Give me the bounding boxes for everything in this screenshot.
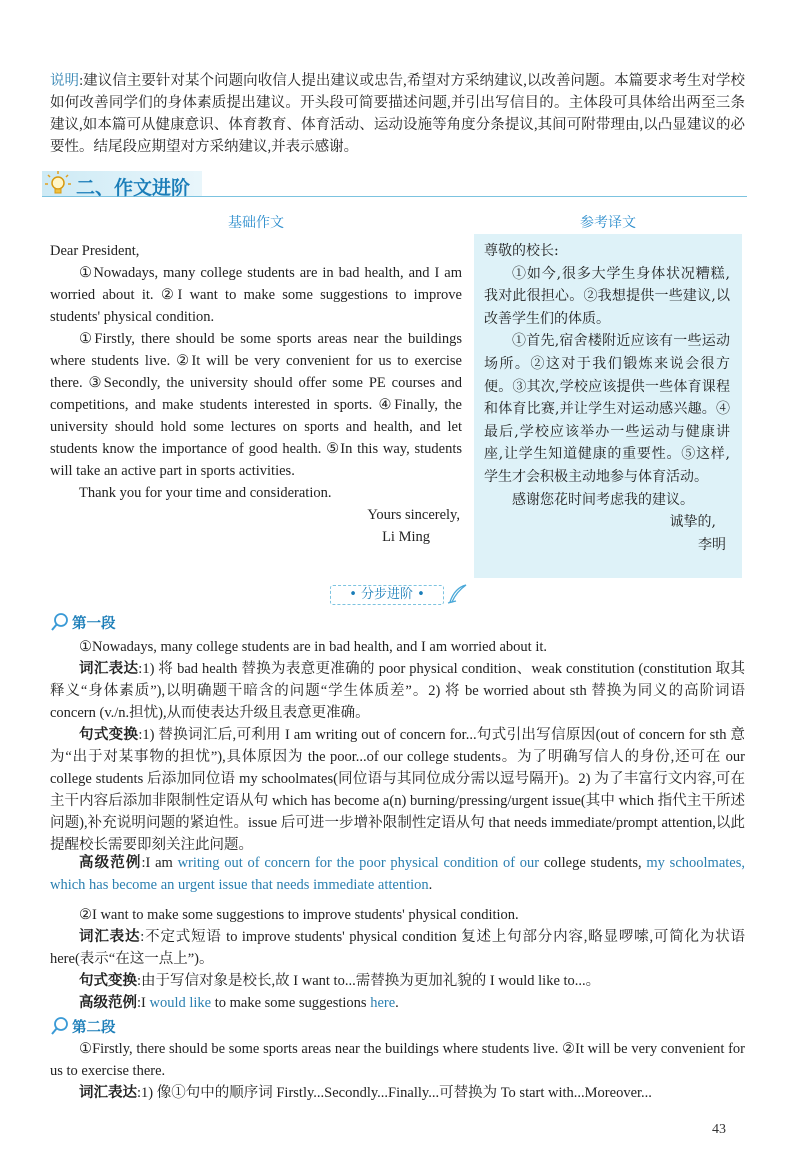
model-2-text-mid: to make some suggestions — [211, 995, 371, 1011]
model-label-2: 高级范例 — [79, 995, 137, 1011]
translation-paragraph-1: ①如今,很多大学生身体状况糟糕,我对此很担心。②我想提供一些建议,以改善学生们的体质。 — [484, 265, 730, 327]
step-badge-label: • 分步进阶 • — [330, 585, 444, 605]
syntax-text: :1) 替换词汇后,可利用 I am writing out of concern for...句式引出写信原因(out of concern for sth 意为“出于对某事物的担忧”),具体原因为 the poor...of our college students。为了明确写信人的身份,还可在 our college students 后添加同位语 my schoolmates(同位语与其同位成分需以逗号隔开)。2) 为了丰富行文内容,可在主干内容后添加非限制性定语从句 which has become a(n) burning/pressing/urgent issue(其中 which 指代主干所述问题),补充说明问题的紧迫性。issue 后可进一步增补限制性定语从句 that needs immediate/prompt attention,以此提醒校长需要即刻关注此问题。 — [50, 727, 745, 853]
vocab-label-2: 词汇表达 — [79, 929, 141, 945]
section-header — [42, 167, 747, 201]
para1-sentence-1: ①Nowadays, many college students are in bad health, and I am worried about it. — [79, 639, 548, 655]
vocab-text-3: :1) 像①句中的顺序词 Firstly...Secondly...Finally...可替换为 To start with...Moreover... — [137, 1085, 652, 1101]
para1-vocab-2 — [50, 926, 745, 970]
para1-model — [50, 852, 745, 896]
vocab-text-2: :不定式短语 to improve students' physical condition 复述上句部分内容,略显啰嗦,可简化为状语 here(表示“在这一点上”)。 — [50, 929, 745, 967]
para1-syntax-2 — [50, 970, 745, 992]
model-text-mid: college students, — [539, 855, 647, 871]
intro-label: 说明 — [50, 73, 80, 89]
step-badge — [330, 583, 470, 607]
para1-model-2 — [50, 992, 745, 1014]
translation-paragraph-3: 感谢您花时间考虑我的建议。 — [512, 491, 694, 508]
syntax-text-2: :由于写信对象是校长,故 I want to...需替换为更加礼貌的 I would like to...。 — [137, 973, 601, 989]
basic-essay-title: 基础作文 — [228, 216, 284, 231]
quill-icon — [446, 583, 468, 605]
letter-salutation: Dear President, — [50, 243, 140, 259]
reference-translation-title: 参考译文 — [580, 216, 636, 231]
section-title: 二、作文进阶 — [76, 177, 191, 199]
intro-paragraph — [50, 70, 745, 158]
vocab-label: 词汇表达 — [79, 661, 139, 677]
model-highlight-2: my schoolmates, which has become an urgent issue that needs immediate attention — [50, 855, 745, 893]
paragraph-2-heading-label: 第二段 — [72, 1020, 116, 1036]
letter-paragraph-1: ①Nowadays, many college students are in bad health, and I am worried about it. ②I want to make some suggestions to improve students' physical condition. — [50, 265, 462, 325]
letter-paragraph-2: ①Firstly, there should be some sports areas near the buildings where students live. ②It will be very convenient for us to exercise there. ③Secondly, the university should offer some PE courses and competitions, and make students interested in sports. ④Finally, the university should hold some lectures on sports and health, and let students know the importance of good health. ⑤In this way, students will take an active part in sports activities. — [50, 331, 462, 479]
intro-text: :建议信主要针对某个问题向收信人提出建议或忠告,希望对方采纳建议,以改善问题。本篇要求考生对学校如何改善同学们的身体素质提出建议。开头段可简要描述问题,并引出写信目的。主体段可具体给出两至三条建议,如本篇可从健康意识、体育教育、体育活动、运动设施等角度分条提议,其间可附带理由,以凸显建议的必要性。结尾段应期望对方采纳建议,并表示感谢。 — [50, 73, 745, 155]
translation-closing: 诚挚的, — [669, 514, 716, 531]
translation-salutation: 尊敬的校长: — [484, 243, 559, 259]
syntax-label-2: 句式变换 — [79, 973, 137, 989]
model-text: :I am — [141, 855, 178, 871]
vocab-label-3: 词汇表达 — [79, 1085, 137, 1101]
page-number: 43 — [712, 1122, 726, 1137]
model-2-highlight-2: here — [370, 995, 396, 1011]
paragraph-2-heading — [50, 1016, 170, 1038]
syntax-label: 句式变换 — [79, 727, 139, 743]
magnifier-icon — [50, 612, 70, 632]
para1-vocab — [50, 658, 745, 724]
translation-box — [474, 234, 742, 578]
para2-vocab — [50, 1082, 745, 1104]
paragraph-1-heading — [50, 612, 170, 634]
vocab-text: :1) 将 bad health 替换为表意更准确的 poor physical condition、weak constitution (constitution 取其释义“身体素质”),以明确题干暗含的问题“学生体质差”。2) 将 be worried about sth 替换为同义的高阶词语 concern (v./n.担忧),从而使表达升级且表意更准确。 — [50, 661, 745, 721]
letter-paragraph-3: Thank you for your time and consideration. — [79, 485, 332, 501]
model-text-end: . — [428, 877, 433, 893]
lightbulb-icon — [44, 170, 72, 198]
letter-closing: Yours sincerely, — [367, 507, 460, 523]
model-label: 高级范例 — [79, 855, 142, 871]
model-text-2: :I — [137, 995, 150, 1011]
model-highlight-1: writing out of concern for the poor physical condition of our — [177, 855, 540, 871]
magnifier-icon — [50, 1016, 70, 1036]
para1-syntax — [50, 724, 745, 856]
model-2-highlight-1: would like — [149, 995, 212, 1011]
para1-sentence-2: ②I want to make some suggestions to improve students' physical condition. — [79, 907, 519, 923]
para2-sentence: ①Firstly, there should be some sports areas near the buildings where students live. ②It will be very convenient for us to exercise there. — [50, 1041, 745, 1079]
translation-signature: 李明 — [698, 536, 726, 553]
basic-essay — [50, 240, 462, 548]
model-2-text-end: . — [395, 995, 399, 1011]
translation-paragraph-2: ①首先,宿舍楼附近应该有一些运动场所。②这对于我们锻炼来说会很方便。③其次,学校应该提供一些体育课程和体育比赛,并让学生对运动感兴趣。④最后,学校应该举办一些运动与健康讲座,让学生知道健康的重要性。⑤这样,学生才会积极主动地参与体育活动。 — [484, 333, 730, 485]
letter-signature: Li Ming — [382, 529, 430, 545]
paragraph-1-heading-label: 第一段 — [72, 616, 116, 632]
